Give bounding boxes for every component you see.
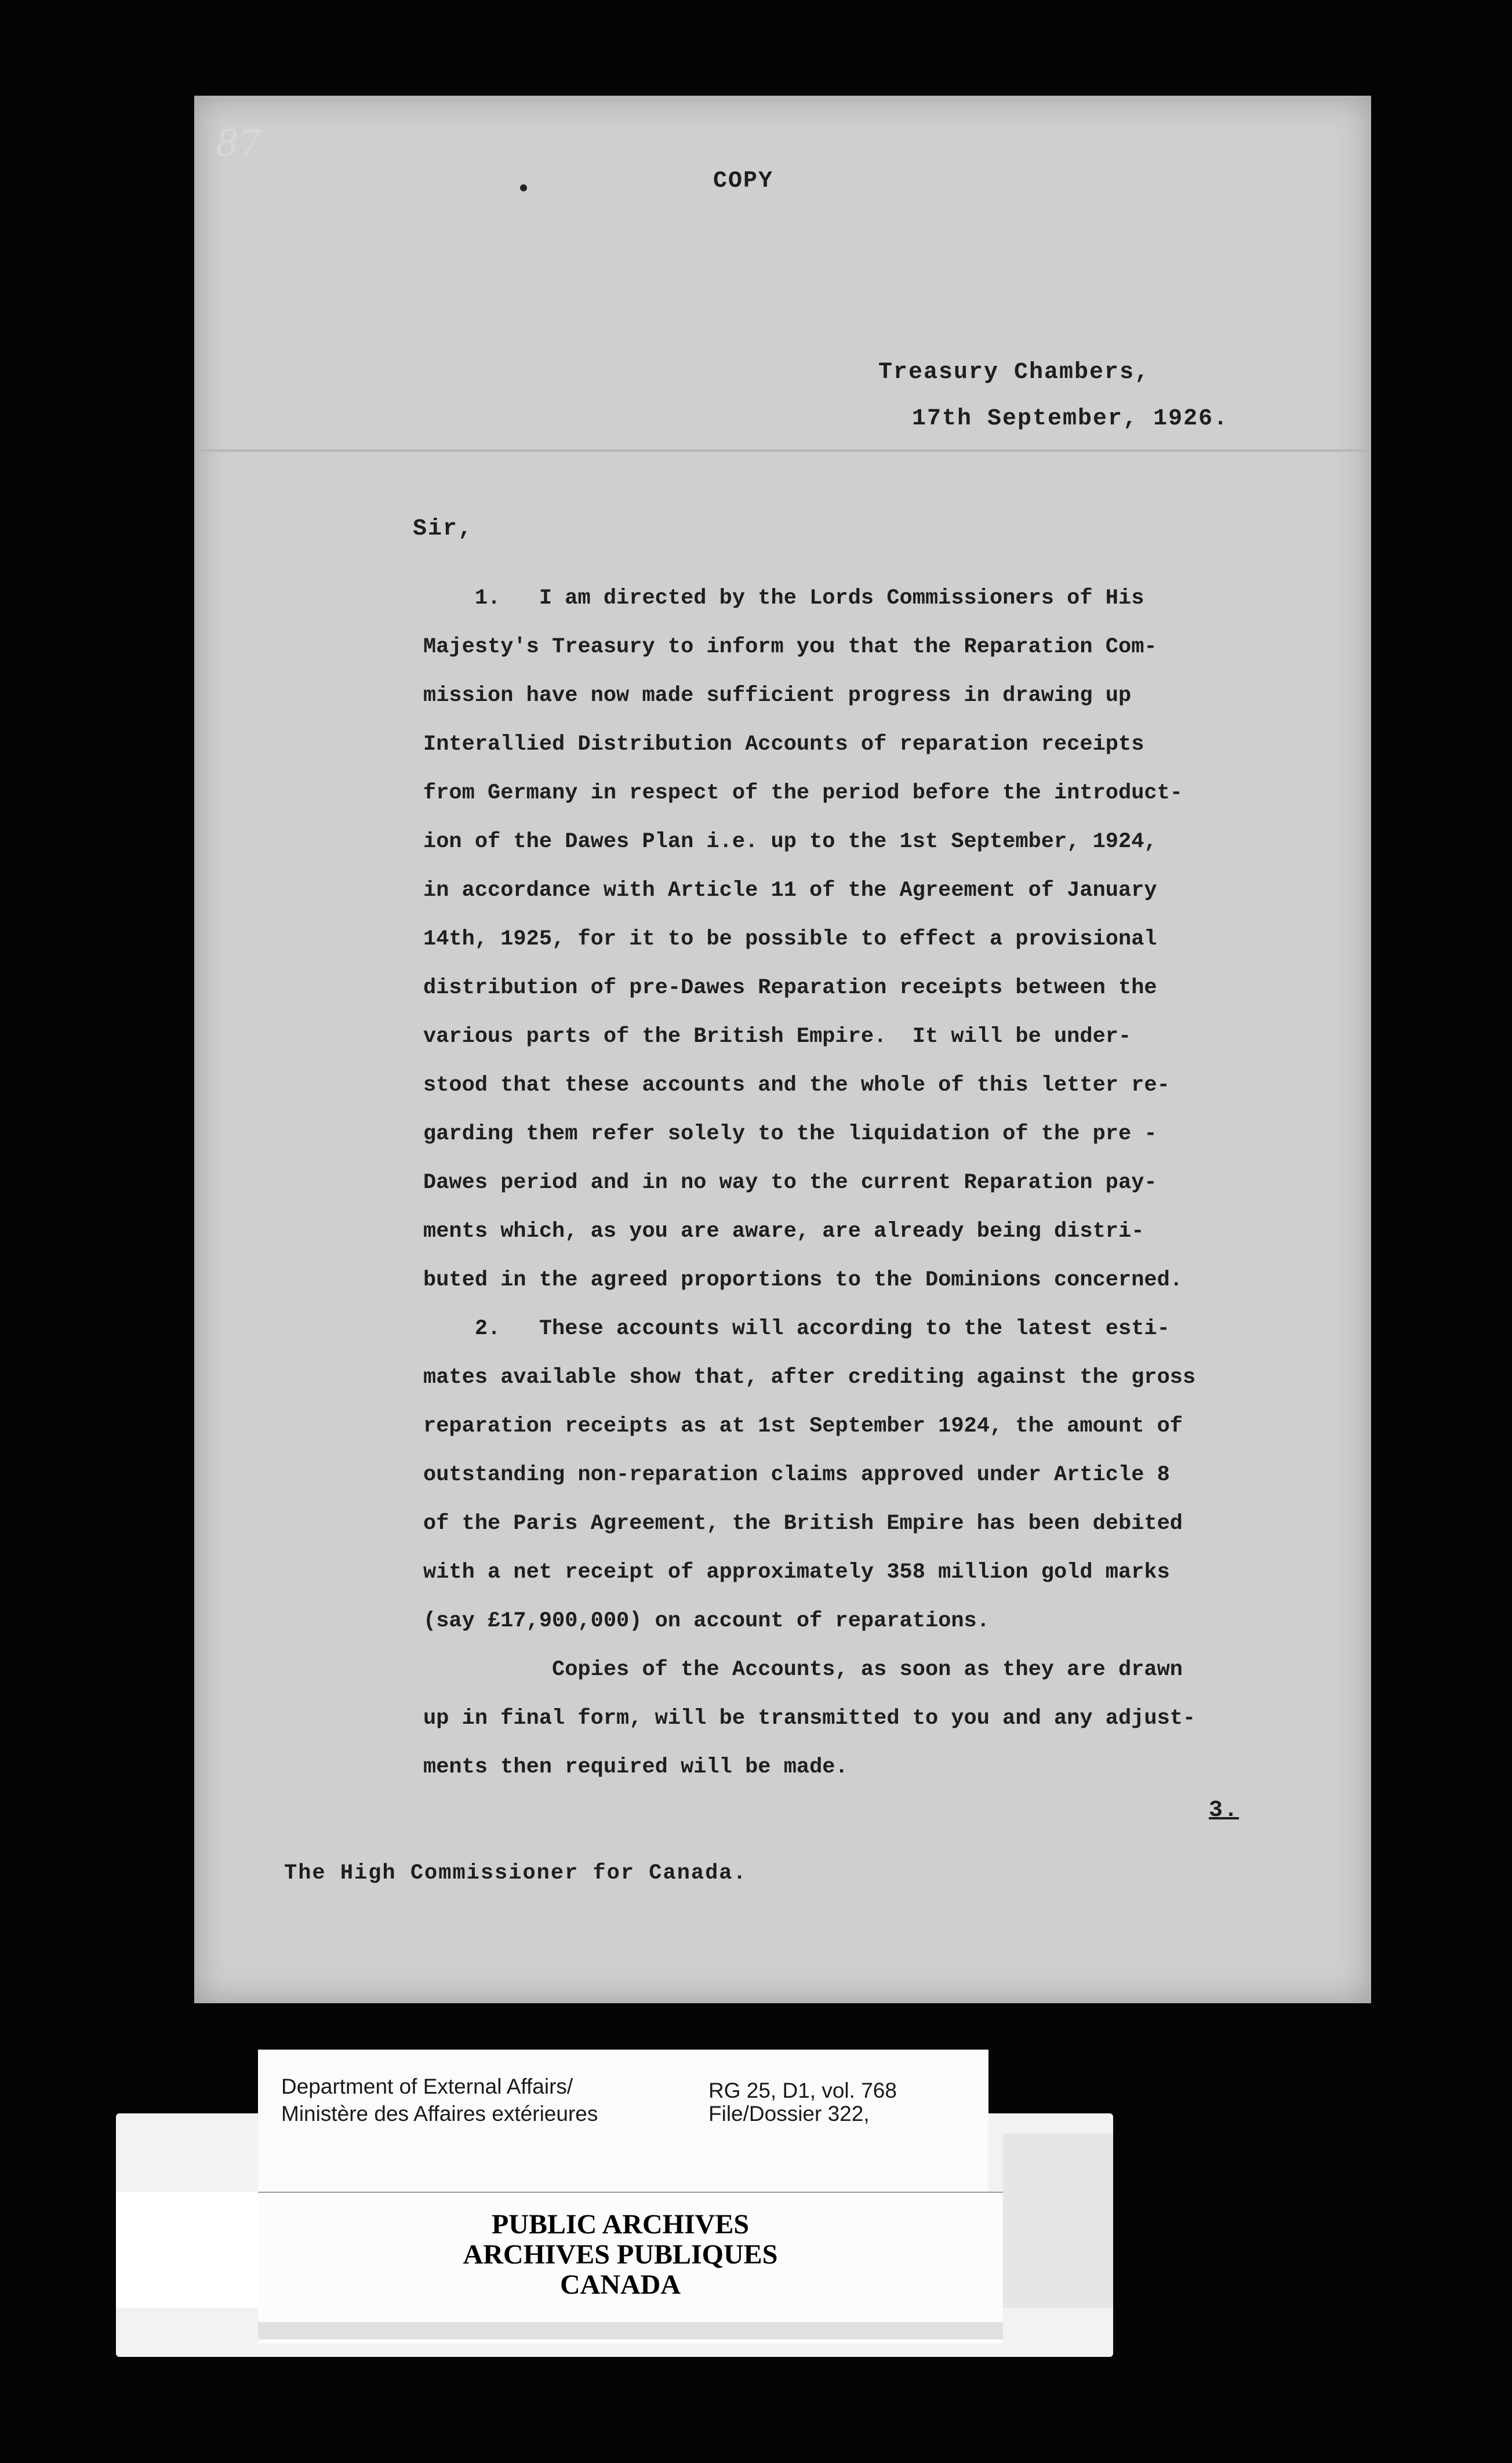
body-line: of the Paris Agreement, the British Empire has been debited [423,1512,1183,1536]
body-line: from Germany in respect of the period before the introduct- [423,781,1183,805]
body-line: ion of the Dawes Plan i.e. up to the 1st September, 1924, [423,830,1157,854]
archive-label-edge [258,2322,1003,2340]
body-line: reparation receipts as at 1st September 1924, the amount of [423,1414,1183,1438]
archive-reference: RG 25, D1, vol. 768 [708,2079,897,2102]
body-line: mates available show that, after crediting against the gross [423,1365,1196,1390]
addressee: The High Commissioner for Canada. [284,1861,747,1886]
body-line: up in final form, will be transmitted to you and any adjust- [423,1706,1196,1731]
body-line: (say £17,900,000) on account of reparations. [423,1609,990,1633]
body-line: distribution of pre-Dawes Reparation receipts between the [423,976,1157,1000]
stamp-line-3: CANADA [560,2269,681,2300]
department-en: Department of External Affairs/ [281,2075,573,2098]
body-line: 14th, 1925, for it to be possible to effect a provisional [423,927,1157,951]
body-line: ments which, as you are aware, are already being distri- [423,1219,1144,1244]
body-line: Majesty's Treasury to inform you that the Reparation Com- [423,635,1157,659]
stamp-line-1: PUBLIC ARCHIVES [491,2209,750,2240]
body-line: buted in the agreed proportions to the Dominions concerned. [423,1268,1183,1292]
body-line: outstanding non-reparation claims approved under Article 8 [423,1463,1170,1487]
body-line: with a net receipt of approximately 358 million gold marks [423,1560,1170,1585]
sender-address: Treasury Chambers, [878,359,1150,386]
letter-date: 17th September, 1926. [912,406,1229,432]
margin-note: 87 [216,122,261,164]
salutation: Sir, [413,516,474,542]
archive-card-tab [1003,2134,1113,2308]
ink-dot [520,184,527,191]
body-line: 2. These accounts will according to the latest esti- [423,1317,1170,1341]
body-line: stood that these accounts and the whole of this letter re- [423,1073,1170,1098]
stamp-line-2: ARCHIVES PUBLIQUES [463,2239,778,2270]
body-line: 1. I am directed by the Lords Commissioners of His [423,586,1144,611]
body-line: mission have now made sufficient progress in drawing up [423,684,1132,708]
archive-file: File/Dossier 322, [708,2102,870,2126]
body-line: Dawes period and in no way to the current Reparation pay- [423,1171,1157,1195]
body-line: Interallied Distribution Accounts of reparation receipts [423,732,1144,757]
body-line: Copies of the Accounts, as soon as they are drawn [423,1658,1183,1682]
body-line: garding them refer solely to the liquidation of the pre - [423,1122,1157,1146]
body-line: in accordance with Article 11 of the Agreement of January [423,878,1157,903]
page-number: 3. [1209,1797,1240,1823]
letter-body [423,574,1339,1792]
copy-header: COPY [713,168,774,194]
body-line: ments then required will be made. [423,1755,848,1779]
department-fr: Ministère des Affaires extérieures [281,2102,598,2126]
body-line: various parts of the British Empire. It will be under- [423,1025,1132,1049]
